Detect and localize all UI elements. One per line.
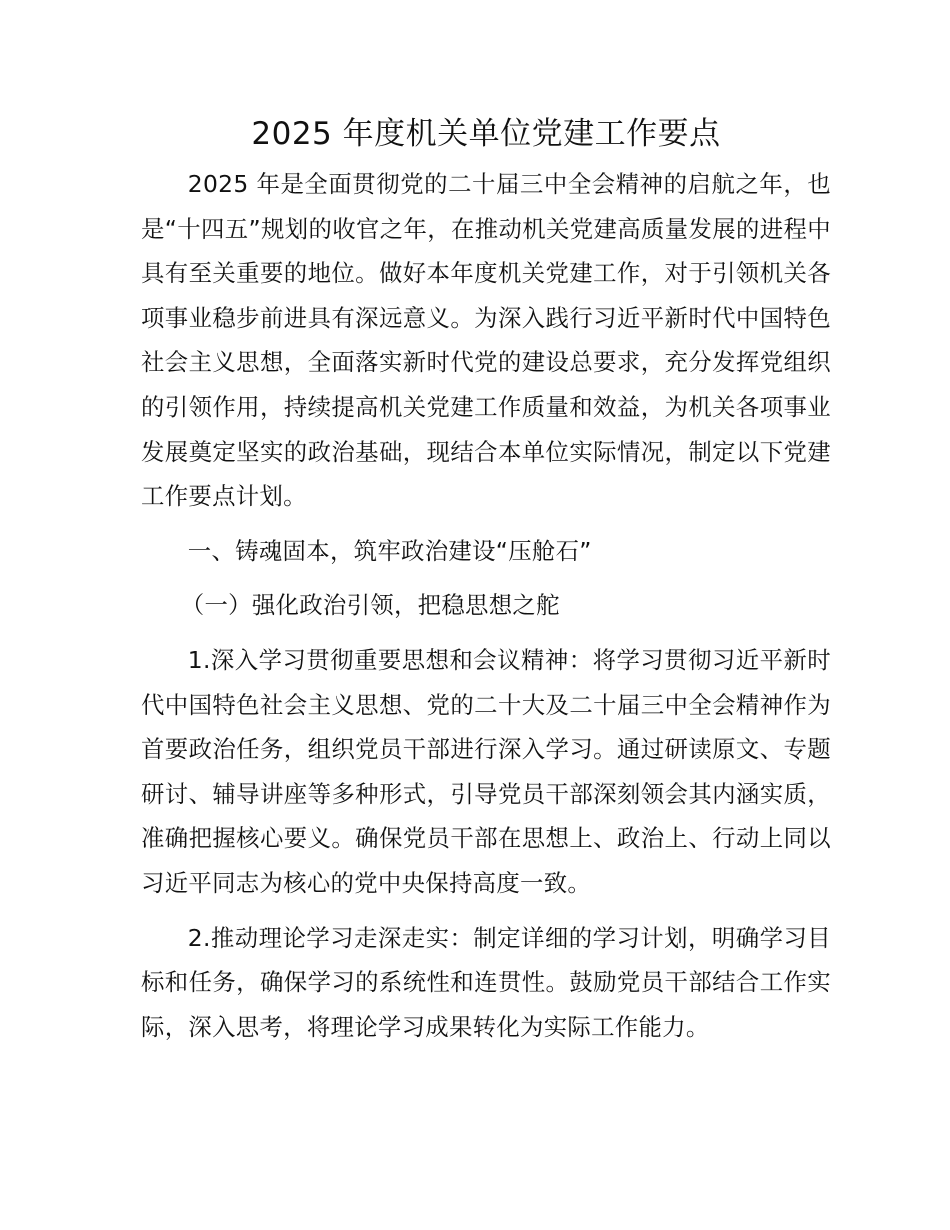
document-page <box>141 108 831 1049</box>
subsection-heading-1: （一）强化政治引领，把稳思想之舵 <box>180 591 560 620</box>
document-title: 2025 年度机关单位党建工作要点 <box>251 116 721 152</box>
intro-paragraph: 2025 年是全面贯彻党的二十届三中全会精神的启航之年，也是“十四五”规划的收官之年，在推动机关党建高质量发展的进程中具有至关重要的地位。做好本年度机关党建工作，对于引领机关各项事业稳步前进具有深远意义。为深入践行习近平新时代中国特色社会主义思想，全面落实新时代党的建设总要求，充分发挥党组织的引领作用，持续提高机关党建工作质量和效益，为机关各项事业发展奠定坚实的政治基础，现结合本单位实际情况，制定以下党建工作要点计划。 <box>141 170 831 511</box>
item-paragraph-1: 1.深入学习贯彻重要思想和会议精神：将学习贯彻习近平新时代中国特色社会主义思想、党的二十大及二十届三中全会精神作为首要政治任务，组织党员干部进行深入学习。通过研读原文、专题研讨、辅导讲座等多种形式，引导党员干部深刻领会其内涵实质，准确把握核心要义。确保党员干部在思想上、政治上、行动上同以习近平同志为核心的党中央保持高度一致。 <box>141 645 831 897</box>
section-heading-1: 一、铸魂固本，筑牢政治建设“压舱石” <box>187 536 592 565</box>
item-paragraph-2: 2.推动理论学习走深走实：制定详细的学习计划，明确学习目标和任务，确保学习的系统性和连贯性。鼓励党员干部结合工作实际，深入思考，将理论学习成果转化为实际工作能力。 <box>141 923 831 1041</box>
